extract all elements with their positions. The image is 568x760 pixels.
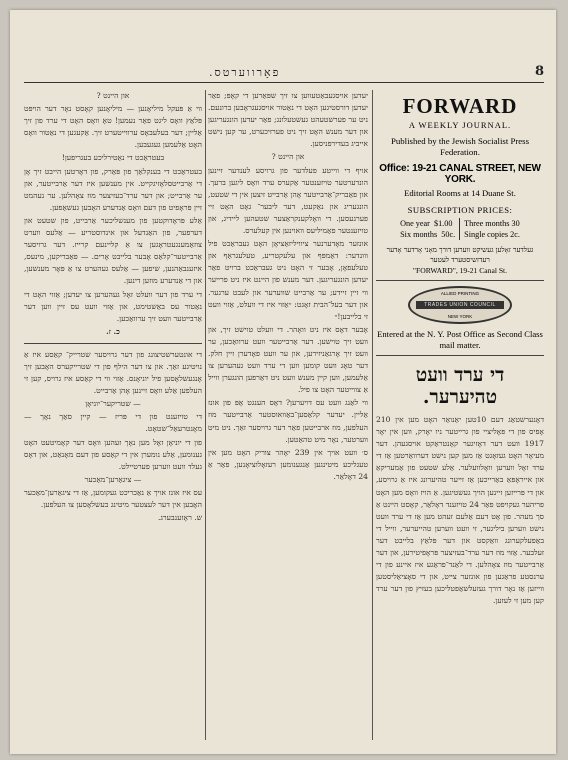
price-three-months: 30 — [511, 219, 520, 228]
left-signature: ש. ראָזענבערג. — [158, 513, 202, 523]
price-label-single-copies: Single copies — [464, 230, 509, 239]
price-label-one-year: One year — [400, 219, 430, 228]
newspaper-page — [10, 10, 556, 754]
page-number: 8 — [534, 64, 544, 79]
masthead-tagline: A WEEKLY JOURNAL. — [408, 120, 512, 130]
left-para-2: ווי אַ פּעקל מיליאָנען — מיליאָנען קאָסט נאָר דער הויפּט פּלאַץ וואָס ליגט פאַר נעמען! טאָ וואָס האָט די ערד פון זיך אַליין; דער בעלעבאָס ערווייטערט זיך. אַקעגען די נאַטור וואָס האָט אַלעמען געגעבען. — [24, 104, 202, 150]
subscription-prices — [376, 218, 544, 240]
article-body: דאָנערשטאַג דעם 10טען יאַנואַר האָט מען אין 210 אָפיס פון די פּאָליציי פון גרייטער ניו יאָרק, ווען אין יאָר 1917 וועט דער דאָזיגער קאָנטראַקט אויסגעהן. דער מעיאָר האָט געזאָגט אַז מען קען נישט דערוואַרטען אַז די ערד זאָל ווערען וואָלוועלער. אַלע שטעט פון אַמעריקאַ און אייראָפּאַ באַרייכען אַז זייער טהיערונג איז אַ גרויסע, און די פּרייזען זיינען הויך געשטיגען. אַ הויז וואָס מען האָט פריהער געקויפט פאַר 24 טויזענד דאָלאַר, קאָסט היינט אַ סך מעהר. פון אָט דעם אַלעם זעהט מען אַז די ערד וועט נישט ווערען ביליגער, זי וועט ווערען טהייערער, ווייל די באַפעלקערונג וואַקסט און דער פּלאַץ בלייבט דער זעלבער. אַזוי מוז דער ערד־בעזיצער פּראָפיטירען, און דער אַרבייטער מוז צאָהלען. די לאַנד־פראַגע איז איינע פון די ערנסטע פראַגען פון אונזער צייט, און די סאָציאַליסטען ווייזען אַז נאָר דורך געזעלשאַפטליכען בעזיץ פון דער ערד קען מען זי לעזען. — [376, 415, 545, 606]
price-label-three-months: Three months — [464, 219, 510, 228]
union-label-bottom: NEW YORK — [447, 314, 473, 319]
postal-entry-note: Entered at the N. Y. Post Office as Second Class mail matter. — [377, 329, 543, 350]
running-title: פאָרווערטס. — [209, 66, 281, 79]
left-para-6: די ערד פון דער וועלט זאָל געהערען צו יעדען; אַזוי האָט די נאַטור עס באַשטימט, און אַזוי וועט עס זיין ווען דער אַרבייטער וועט זיך ערוואַכען. — [24, 289, 202, 323]
prices-left — [396, 218, 459, 240]
masthead-divider — [376, 280, 544, 281]
left-para-9: די טויזענט פון די פּריז — קיין סאַך נאָך — מאָנטרעאַל־שטאָט. — [24, 412, 202, 434]
column-middle — [208, 90, 368, 742]
left-para-4: בעטראַכט די בענקלאַך פון פּאַרק, פון דאָרטען הייבט זיך אָן די אַרבייטסלאָזיגקייט. אין מענשען איז דער אַרבייטער, און ער אַרבייט; און דער ערד־בעזיצער מוז צאָהלען. ער נעהמט זיין פּראָפיט פון דעם וואָס אַנדערע האָבען געשאַפען. — [24, 166, 202, 212]
left-para-3: בעטראַכט די נאַטירליכע בעגריפען! — [61, 153, 165, 163]
left-para-11: — ציגאַרען־מאַכער — [84, 474, 142, 484]
union-label-top: ALLIED PRINTING — [440, 291, 480, 296]
mid-para-3: אויף די ווייטע פעלדער פון גרויסע לענדער זיינען הונדערטער טויזענטער אַקערס ערד וואָס ליגען ברעך. און פאַבריק־אַרבייטער אָהן אַרבייט זיצען אין די שטעט, הונגעריג און נאַקעט, דער ליבער־ גאָט האָט זיי פערגעסען. די וואָלקענקראַצער שטעהען ליידיג, און טויזענטער פאַמיליעס וואוינען אין קעלערס. — [208, 165, 368, 236]
mid-para-1: יעדען אויסגעבאַטעווען צו זיך שפּאַרען די קאָפּ; פאַר יעדען דורסטיגען האָט די נאַטור אויסגעגראָבען ברונעם. ניט ער פערשטעהט געשטעלונג; פאַר יעדען הונגעריגען און דער מענש האָט זיך ניט פערזיכערט, ער קען נישט אייביג בעדירפניסען. — [208, 91, 368, 149]
price-one-year: $1.00 — [433, 219, 453, 228]
left-para-12: עס איז אונז אויך אַ נאַכריכט געקומען, אַז די ציגאַרען־מאַכער האָבען אין דער לעצטער מיטינג בעשלאָסען צו העלפען. — [24, 487, 202, 509]
column-left — [24, 90, 202, 742]
price-label-six-months: Six months — [400, 230, 438, 239]
left-para-8: — שטריקער־יוניאָן — [85, 399, 141, 409]
publisher-line: Published by the Jewish Socialist Press Federation. — [390, 136, 530, 157]
masthead-title: FORWARD — [402, 94, 518, 118]
english-address: "FORWARD", 19-21 Canal St. — [412, 266, 508, 275]
mid-para-2: און היינט ? — [271, 152, 305, 162]
left-para-1: און היינט ? — [96, 91, 130, 100]
yiddish-payment-note: געלדער זאָלען געשיקט ווערען דורך מאָני אָרדער אָדער רעדזשיסטערד לעטער — [386, 246, 534, 264]
editorial-rooms: Editorial Rooms at 14 Duane St. — [404, 188, 516, 198]
column-rule-1 — [205, 90, 206, 740]
left-para-10: פון די יוניאָן זאָל מען נאָך זעהען וואָס דער קאָמיטעט האָט גענומען, אַלע נומערן אין די קאַסע פון דעם מאָנאַט, און דאָס געלד וועט ווערען פערטיילט. — [24, 437, 202, 471]
left-para-5: אַלע פּראָדוקטען פון מענשליכער אַרבייט, פון שטעט און דערפער, פון האַנדעל און אינדוסטריע — אַלעס ווערט צוזאַמענגעטראָגען צו אַ קליינעם קרייז. דער גרויסער אַרבייטער־קלאַס אָבער בלייבט אָרים. — פאַבריקען, מינעס, איזענבאַהנען, שיפען — אַלעס געהערט צו אַ פּאָר מענשען, און די אַנדערע מוזען דינען. — [24, 215, 202, 286]
column-right — [376, 90, 544, 742]
mid-para-7: ס׳ וועט אויך אין 239 יאָהר צוריק האָט מען אין טעגליכע מיטינגען אַנגענומען רעזאָלוציאָנען, פאַר אַ 24 דאָלאַר. — [208, 447, 368, 481]
article-title: די ערד וועט טהיערער. — [415, 364, 505, 408]
mid-para-5: אָבער דאָס איז ניט וואָהר. די וועלט טוישט זיך, און וועט זיך טוישען. דער אַרבייטער וועט ערוואַכען, ער וועט זיך אָרגאַניזירען, און ער וועט פאָדערן זיין חלק. דער טאָג וועט קומען ווען די ערד וועט געהערען צו אַלעמען, ווען קיין מענש וועט ניט דאַרפען הונגערן ווייל אַ צווייטער האָט צו פיל. — [208, 324, 368, 395]
price-single-copies: 2c. — [510, 230, 520, 239]
subscription-heading: SUBSCRIPTION PRICES: — [407, 205, 513, 215]
column-rule-2 — [372, 90, 373, 740]
article-divider — [376, 355, 544, 356]
mid-para-6: ווי לאַנג וועט עס דויערען? דאָס הענגט אָפּ פון אונז אַליין. יעדער קלאַסען־באַוואוסטער אַרבייטער מוז העלפען, מוז ארבייטען פאַר דער גרויסער זאַך. ניט מיט ווערטער, נאָר מיט טהאַטען. — [208, 398, 368, 444]
mid-para-4: אונזער מאָדערנער ציוויליזאַציאָן האָט געבראַכט פיל ווונדער: דאַמפּף און עלעקטריע, טעלעגראַף און טעלעפאָן, אָבער זי האָט ניט געבראַכט ברויט פאַר יעדען הונגעריגען. דער מענש פון היינט איז ניט פרייער ווי זיין זיידע; ער אַרבייט שווערער און לעבט ערגער. און דער בעל־הבית זאָגט: ״אַזוי איז די וועלט, אַזוי וועט זי בלייבען!״ — [208, 239, 368, 321]
prices-right — [459, 218, 524, 240]
office-address: Office: 19-21 CANAL STREET, NEW YORK. — [379, 163, 541, 185]
union-label-logo — [408, 286, 512, 324]
price-six-months: 50c. — [441, 230, 456, 239]
left-divider — [24, 343, 202, 344]
running-header — [24, 60, 544, 83]
left-para-7: די אונטערשטיצונג פון דער גרויסער שטרייק־ קאַסע איז אַ נויטיגע זאַך. און צו דער הילף פון די שטרייקערס האָבען זיך אָנגעשלאָסען פיל יוניאָנס. אַזוי ווי די קאַסע איז גרויס, קען זי העלפען אַלע וואָס זיינען אָהן אַרבייט. — [24, 349, 202, 396]
left-signature-initials: כ. ז. — [106, 326, 120, 336]
union-label-band: TRADES UNION COUNCIL — [416, 301, 504, 309]
